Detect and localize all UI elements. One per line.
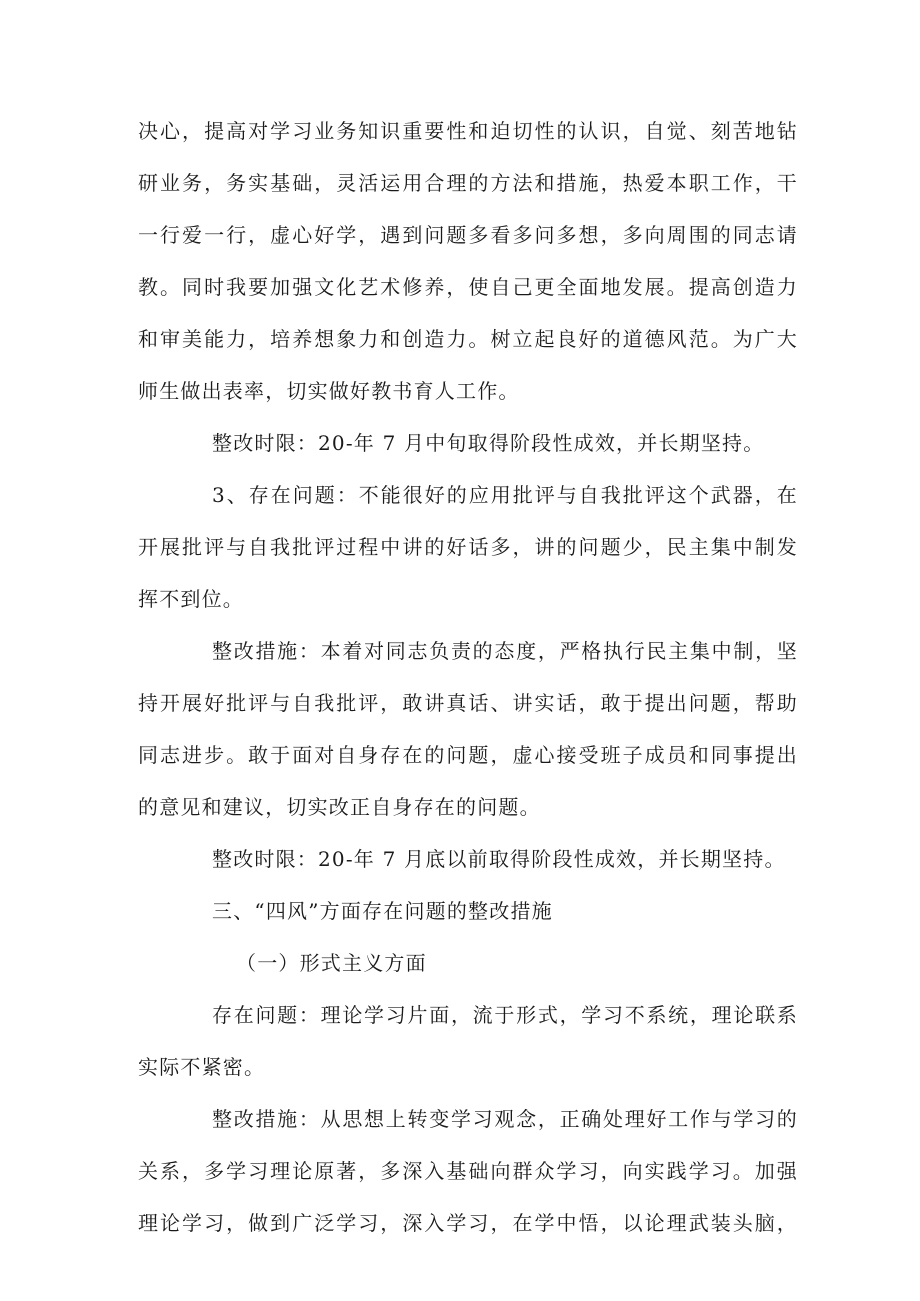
paragraph-line: 挥不到位。 (138, 587, 244, 611)
paragraph-line: 决心，提高对学习业务知识重要性和迫切性的认识，自觉、刻苦地钻 (138, 119, 798, 143)
paragraph-line: 实际不紧密。 (138, 1055, 266, 1079)
paragraph-line: 开展批评与自我批评过程中讲的好话多，讲的问题少，民主集中制发 (138, 535, 798, 559)
paragraph-line: 同志进步。敢于面对自身存在的问题，虚心接受班子成员和同事提出 (138, 743, 798, 767)
issue-line: 存在问题：理论学习片面，流于形式，学习不系统，理论联系 (212, 1003, 798, 1027)
section-heading: 三、“四风”方面存在问题的整改措施 (212, 899, 553, 923)
paragraph-line: 理论学习，做到广泛学习，深入学习，在学中悟，以论理武装头脑， (138, 1211, 798, 1235)
paragraph-line: 教。同时我要加强文化艺术修养，使自己更全面地发展。提高创造力 (138, 275, 798, 299)
measures-line: 整改措施：本着对同志负责的态度，严格执行民主集中制，坚 (212, 639, 798, 663)
subsection-heading: （一）形式主义方面 (236, 951, 427, 975)
paragraph-line: 持开展好批评与自我批评，敢讲真话、讲实话，敢于提出问题，帮助 (138, 691, 798, 715)
deadline-line: 整改时限：20-年 7 月底以前取得阶段性成效，并长期坚持。 (212, 847, 786, 871)
paragraph-line: 的意见和建议，切实改正自身存在的问题。 (138, 795, 541, 819)
paragraph-line: 师生做出表率，切实做好教书育人工作。 (138, 379, 520, 403)
paragraph-line: 关系，多学习理论原著，多深入基础向群众学习，向实践学习。加强 (138, 1159, 798, 1183)
paragraph-line: 研业务，务实基础，灵活运用合理的方法和措施，热爱本职工作，干 (138, 171, 798, 195)
measures-line: 整改措施：从思想上转变学习观念，正确处理好工作与学习的 (212, 1107, 798, 1131)
deadline-line: 整改时限：20-年 7 月中旬取得阶段性成效，并长期坚持。 (212, 431, 765, 455)
issue-heading-line: 3、存在问题：不能很好的应用批评与自我批评这个武器，在 (212, 483, 798, 507)
paragraph-line: 一行爱一行，虚心好学，遇到问题多看多问多想，多向周围的同志请 (138, 223, 798, 247)
paragraph-line: 和审美能力，培养想象力和创造力。树立起良好的道德风范。为广大 (138, 327, 798, 351)
